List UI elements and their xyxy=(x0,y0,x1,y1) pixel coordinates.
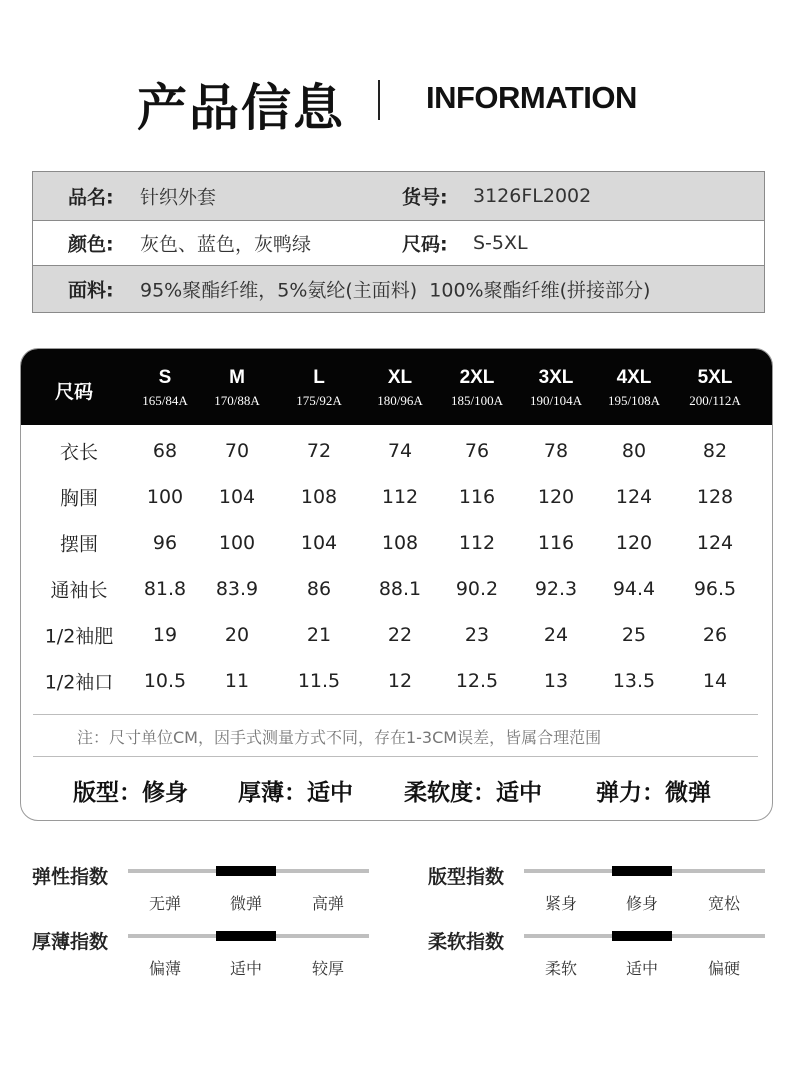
table-row xyxy=(21,566,773,612)
name-label: 品名: xyxy=(68,186,114,209)
table-cell: 112 xyxy=(381,486,419,508)
size-spec: 185/100A xyxy=(451,393,503,408)
table-row xyxy=(21,520,773,566)
table-cell: 96 xyxy=(152,532,178,554)
table-cell: 11.5 xyxy=(297,670,341,692)
index-option-label: 较厚 xyxy=(311,959,345,978)
size-code: 3XL xyxy=(538,367,574,388)
index-marker xyxy=(216,866,276,876)
table-cell: 74 xyxy=(387,440,413,462)
index-option-label: 柔软 xyxy=(544,959,578,978)
index-option-label: 偏薄 xyxy=(148,959,182,978)
table-cell: 94.4 xyxy=(612,578,656,600)
measurement-note: 注：尺寸单位CM，因手式测量方式不同，存在1-3CM误差，皆属合理范围 xyxy=(77,728,602,747)
table-cell: 116 xyxy=(537,532,575,554)
index-track xyxy=(524,934,765,978)
table-cell: 78 xyxy=(543,440,569,462)
size-spec: 190/104A xyxy=(530,393,582,408)
index-option-label: 适中 xyxy=(229,959,263,978)
fit-thickness: 厚薄：适中 xyxy=(238,780,353,806)
table-cell: 70 xyxy=(224,440,250,462)
size-code: 2XL xyxy=(459,367,495,388)
color-label: 颜色: xyxy=(68,233,114,256)
index-marker xyxy=(216,931,276,941)
table-cell: 11 xyxy=(224,670,250,692)
size-spec: 165/84A xyxy=(142,393,188,408)
row-label: 胸围 xyxy=(59,487,99,510)
index-option-label: 高弹 xyxy=(311,894,345,913)
row-label: 1/2袖口 xyxy=(44,671,114,694)
table-row xyxy=(21,658,773,704)
table-cell: 12.5 xyxy=(455,670,499,692)
table-cell: 10.5 xyxy=(143,670,187,692)
row-label: 1/2袖肥 xyxy=(44,625,114,648)
index-option-label: 微弹 xyxy=(229,894,263,913)
table-cell: 108 xyxy=(300,486,338,508)
table-cell: 124 xyxy=(696,532,734,554)
table-cell: 20 xyxy=(224,624,250,646)
table-row xyxy=(21,474,773,520)
table-cell: 24 xyxy=(543,624,569,646)
table-cell: 80 xyxy=(621,440,647,462)
code-value: 3126FL2002 xyxy=(473,185,592,207)
fabric-value: 95%聚酯纤维，5%氨纶(主面料) 100%聚酯纤维(拼接部分) xyxy=(140,279,651,302)
size-code: S xyxy=(158,367,172,388)
table-cell: 108 xyxy=(381,532,419,554)
index-scale xyxy=(428,862,790,912)
table-cell: 26 xyxy=(702,624,728,646)
title-divider xyxy=(378,80,380,120)
size-column-header xyxy=(589,367,679,409)
table-cell: 116 xyxy=(458,486,496,508)
table-cell: 86 xyxy=(306,578,332,600)
code-label: 货号: xyxy=(402,186,448,209)
size-code: 4XL xyxy=(616,367,652,388)
size-label: 尺码: xyxy=(402,233,448,256)
size-spec: 200/112A xyxy=(689,393,741,408)
note-divider-bottom xyxy=(33,756,758,757)
index-track xyxy=(128,869,369,913)
index-option-label: 偏硬 xyxy=(707,959,741,978)
table-cell: 88.1 xyxy=(378,578,422,600)
info-row-fabric xyxy=(33,266,764,312)
table-cell: 92.3 xyxy=(534,578,578,600)
table-cell: 21 xyxy=(306,624,332,646)
row-label: 通袖长 xyxy=(50,579,108,602)
index-track xyxy=(524,869,765,913)
size-code: 5XL xyxy=(697,367,733,388)
table-cell: 22 xyxy=(387,624,413,646)
table-cell: 124 xyxy=(615,486,653,508)
table-cell: 68 xyxy=(152,440,178,462)
size-header-label: 尺码 xyxy=(55,381,94,403)
table-cell: 90.2 xyxy=(455,578,499,600)
color-value: 灰色、蓝色，灰鸭绿 xyxy=(140,233,312,256)
index-marker xyxy=(612,866,672,876)
table-cell: 128 xyxy=(696,486,734,508)
size-value: S-5XL xyxy=(473,232,528,254)
index-option-label: 修身 xyxy=(625,894,659,913)
table-cell: 120 xyxy=(615,532,653,554)
title-en: INFORMATION xyxy=(426,80,637,115)
table-cell: 104 xyxy=(218,486,256,508)
size-column-header xyxy=(511,367,601,409)
index-title: 弹性指数 xyxy=(32,866,109,888)
note-divider-top xyxy=(33,714,758,715)
table-cell: 120 xyxy=(537,486,575,508)
index-scale xyxy=(428,927,790,977)
table-cell: 112 xyxy=(458,532,496,554)
table-row xyxy=(21,428,773,474)
title-cn: 产品信息 xyxy=(137,79,345,137)
fit-elasticity: 弹力：微弹 xyxy=(596,780,711,806)
table-cell: 83.9 xyxy=(215,578,259,600)
index-option-label: 宽松 xyxy=(707,894,741,913)
index-option-label: 无弹 xyxy=(148,894,182,913)
table-cell: 72 xyxy=(306,440,332,462)
page-header xyxy=(0,60,790,140)
size-column-header xyxy=(192,367,282,409)
table-cell: 82 xyxy=(702,440,728,462)
fit-softness: 柔软度：适中 xyxy=(404,780,542,806)
size-table-header xyxy=(21,349,773,425)
table-cell: 12 xyxy=(387,670,413,692)
size-column-header xyxy=(432,367,522,409)
table-cell: 23 xyxy=(464,624,490,646)
row-label: 衣长 xyxy=(59,441,99,464)
index-track xyxy=(128,934,369,978)
size-spec: 170/88A xyxy=(214,393,260,408)
index-scale xyxy=(32,927,412,977)
size-column-header xyxy=(670,367,760,409)
table-cell: 104 xyxy=(300,532,338,554)
size-spec: 195/108A xyxy=(608,393,660,408)
table-cell: 76 xyxy=(464,440,490,462)
product-info-block xyxy=(32,171,765,313)
table-cell: 96.5 xyxy=(693,578,737,600)
fabric-label: 面料: xyxy=(68,279,114,302)
name-value: 针织外套 xyxy=(140,186,217,209)
index-marker xyxy=(612,931,672,941)
table-cell: 13.5 xyxy=(612,670,656,692)
table-cell: 14 xyxy=(702,670,728,692)
table-cell: 19 xyxy=(152,624,178,646)
index-option-label: 适中 xyxy=(625,959,659,978)
row-label: 摆围 xyxy=(59,533,99,556)
index-option-label: 紧身 xyxy=(544,894,578,913)
info-row-name-code xyxy=(33,172,764,220)
size-column-header xyxy=(274,367,364,409)
table-cell: 81.8 xyxy=(143,578,187,600)
size-table xyxy=(20,348,773,821)
table-cell: 100 xyxy=(146,486,184,508)
info-row-color-size xyxy=(33,220,764,266)
index-title: 厚薄指数 xyxy=(32,931,109,953)
fit-type: 版型：修身 xyxy=(73,780,188,806)
table-cell: 25 xyxy=(621,624,647,646)
table-row xyxy=(21,612,773,658)
size-spec: 175/92A xyxy=(296,393,342,408)
size-code: L xyxy=(313,367,325,388)
index-title: 柔软指数 xyxy=(428,931,505,953)
size-code: XL xyxy=(387,367,413,388)
size-spec: 180/96A xyxy=(377,393,423,408)
table-cell: 100 xyxy=(218,532,256,554)
index-scale xyxy=(32,862,412,912)
index-title: 版型指数 xyxy=(428,866,505,888)
size-code: M xyxy=(229,367,245,388)
table-cell: 13 xyxy=(543,670,569,692)
